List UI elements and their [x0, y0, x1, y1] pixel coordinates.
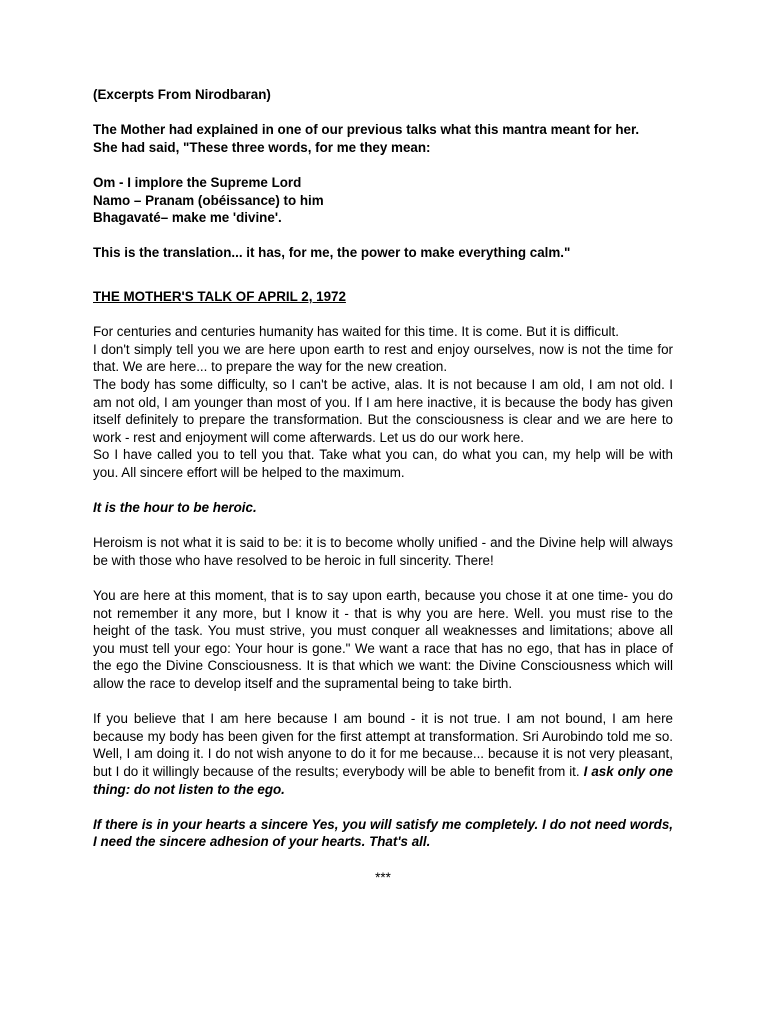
talk-paragraph-2: Heroism is not what it is said to be: it is to become wholly unified - and the Divine help will always be with those who have resolved to be heroic in full sincerity. There! [93, 535, 673, 568]
mantra-list [93, 174, 673, 227]
talk-paragraph-4-emphasis: I ask only one thing: do not listen to the ego. [93, 763, 673, 797]
talk-paragraph-1-line: I don't simply tell you we are here upon earth to rest and enjoy ourselves, now is not the time for that. We are here... to prepare the way for the new creation. [93, 341, 673, 375]
mantra-line-namo: Namo – Pranam (obéissance) to him [93, 192, 324, 208]
talk-paragraph-3: You are here at this moment, that is to say upon earth, because you chose it at one time- you do not remember it any more, but I know it - that is why you are here. Well. you must rise to the height of the task. You must strive, you must conquer all weaknesses and limitations; above all you must tell your ego: Your hour is gone." We want a race that has no ego, that has in place of the ego the Divine Consciousness. It is that which we want: the Divine Consciousness which will allow the race to develop itself and the supramental being to take birth. [93, 588, 673, 691]
talk-paragraph-4-text: If you believe that I am here because I am bound - it is not true. I am not bound, I am here because my body has been given for the first attempt at transformation. Sri Aurobindo told me so. Well, I am doing it. I do not wish anyone to do it for me because... because it is not very pleasant, but I do it willingly because of the results; everybody will be able to benefit from it. [93, 711, 673, 779]
closing-statement: If there is in your hearts a sincere Yes, you will satisfy me completely. I do not need words, I need the sincere adhesion of your hearts. That's all. [93, 816, 673, 850]
heroic-statement: It is the hour to be heroic. [93, 500, 257, 516]
talk-paragraph-4 [93, 710, 673, 798]
mantra-line-bhagavate: Bhagavaté– make me 'divine'. [93, 210, 282, 226]
intro-line: She had said, "These three words, for me they mean: [93, 139, 431, 155]
talk-paragraph-1-line: The body has some difficulty, so I can't be active, alas. It is not because I am old, I am not old. I am not old, I am younger than most of you. If I am here inactive, it is because the body has given itself definitely to prepare the transformation. But the consciousness is clear and we are here to work - rest and enjoyment will come afterwards. Let us do our work here. [93, 376, 673, 445]
excerpt-source: (Excerpts From Nirodbaran) [93, 87, 271, 102]
intro-line: The Mother had explained in one of our previous talks what this mantra meant for her. [93, 122, 640, 138]
talk-paragraph-1-line: So I have called you to tell you that. Take what you can, do what you can, my help will be with you. All sincere effort will be helped to the maximum. [93, 447, 673, 480]
section-separator: *** [375, 869, 391, 885]
talk-paragraph-1-line: For centuries and centuries humanity has waited for this time. It is come. But it is difficult. [93, 324, 619, 340]
intro-paragraph [93, 121, 673, 156]
document-page [93, 86, 673, 886]
translation-note: This is the translation... it has, for me, the power to make everything calm." [93, 245, 571, 261]
mantra-line-om: Om - I implore the Supreme Lord [93, 174, 302, 190]
talk-title: THE MOTHER'S TALK OF APRIL 2, 1972 [93, 288, 346, 304]
talk-paragraph-1 [93, 323, 673, 481]
